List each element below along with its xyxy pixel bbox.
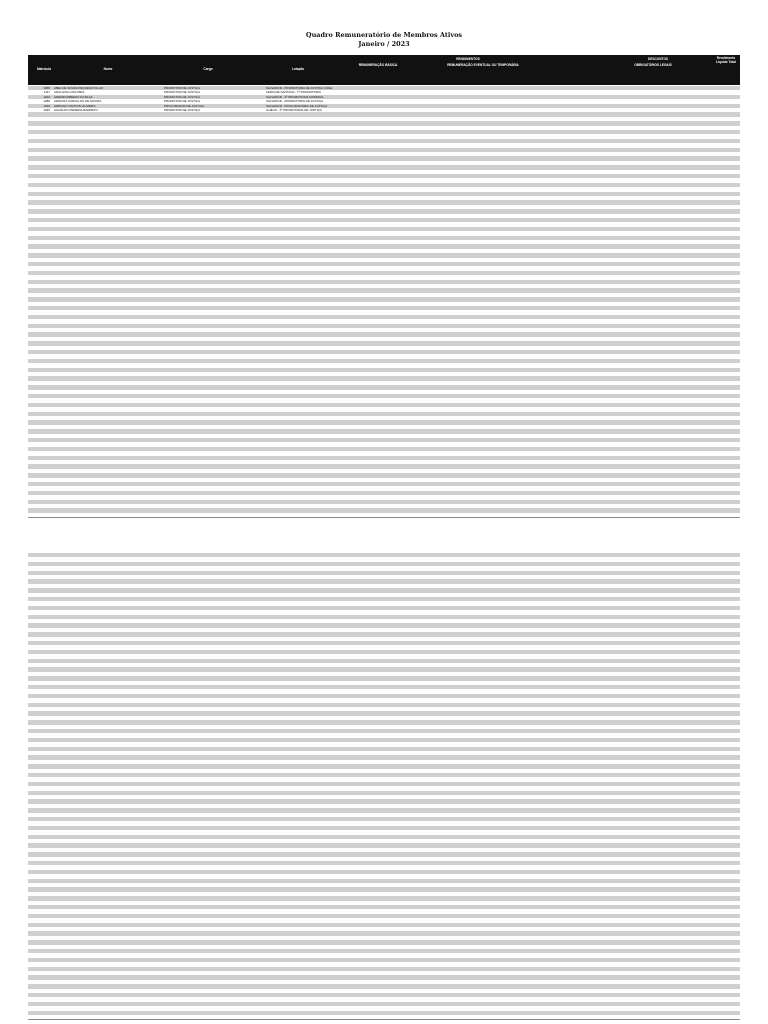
cell-matricula: 1117 bbox=[43, 90, 50, 95]
header-nome: Nome bbox=[103, 67, 113, 71]
cell-cargo: PROMOTOR DE JUSTIÇA bbox=[164, 108, 200, 112]
table-header bbox=[28, 55, 740, 85]
cell-lotacao: ILHÉUS - 2ª PROMOTORIA DE JUSTIÇA bbox=[266, 108, 322, 112]
cell-lotacao: SALVADOR - PROCURADORIA DE JUSTIÇA bbox=[266, 103, 328, 108]
cell-lotacao: FEIRA DE SANTANA - 1ª PROMOTORIA bbox=[266, 90, 322, 95]
cell-cargo: PROMOTOR DE JUSTIÇA bbox=[164, 99, 200, 104]
cell-cargo: PROCURADOR DE JUSTIÇA bbox=[164, 103, 205, 108]
header-lotacao: Lotação bbox=[291, 67, 305, 71]
cell-nome: ADRIANO SANTOS OLIVEIRA bbox=[54, 103, 96, 108]
cell-cargo: PROMOTOR DE JUSTIÇA bbox=[164, 90, 200, 95]
cell-nome: ABEL DE SOUZA PEQUENO FILHO bbox=[54, 86, 104, 90]
cell-matricula: 1302 bbox=[43, 103, 50, 108]
cell-nome: ADEMIR RIBEIRO DA SILVA bbox=[54, 94, 93, 99]
header-obrigatorios-legais: OBRIGATÓRIOS LEGAIS bbox=[634, 63, 672, 67]
remuneration-table-top bbox=[28, 55, 740, 518]
cell-nome: ADRIANA CARVALHO DE MOURA bbox=[54, 99, 102, 104]
document-subtitle: Janeiro / 2023 bbox=[358, 40, 410, 48]
cell-cargo: PROMOTOR DE JUSTIÇA bbox=[164, 94, 200, 99]
cell-matricula: 1065 bbox=[43, 86, 50, 90]
page-gap bbox=[0, 519, 768, 551]
header-matricula: Matrícula bbox=[37, 67, 51, 71]
row-divider bbox=[28, 517, 740, 518]
cell-nome: ADALGISA LIMA REIS bbox=[54, 90, 85, 95]
header-descontos: DESCONTOS bbox=[647, 57, 669, 61]
cell-nome: AGNALDO PEREIRA BARRETO bbox=[54, 108, 98, 112]
header-rem-eventual: REMUNERAÇÃO EVENTUAL OU TEMPORÁRIA bbox=[447, 63, 519, 67]
cell-lotacao: SALVADOR - PROMOTORIA DE JUSTIÇA bbox=[266, 99, 324, 104]
cell-matricula: 1345 bbox=[43, 108, 50, 112]
remuneration-table-bottom bbox=[28, 553, 740, 1024]
cell-lotacao: SALVADOR - 3ª PROMOTORIA CRIMINAL bbox=[266, 94, 324, 99]
header-rendimentos: RENDIMENTOS bbox=[456, 57, 480, 61]
cell-matricula: 1204 bbox=[43, 94, 50, 99]
header-cargo: Cargo bbox=[203, 67, 213, 71]
cell-lotacao: SALVADOR - PROMOTORIA DE JUSTIÇA CÍVEL bbox=[266, 86, 333, 90]
row-divider bbox=[28, 1019, 740, 1020]
header-rendimento-liquido: Rendimento Líquido Total bbox=[716, 56, 736, 64]
cell-cargo: PROMOTOR DE JUSTIÇA bbox=[164, 86, 200, 90]
cell-matricula: 1288 bbox=[43, 99, 50, 104]
document-title: Quadro Remuneratório de Membros Ativos bbox=[305, 31, 463, 39]
header-rem-basica: REMUNERAÇÃO BÁSICA bbox=[358, 63, 398, 67]
